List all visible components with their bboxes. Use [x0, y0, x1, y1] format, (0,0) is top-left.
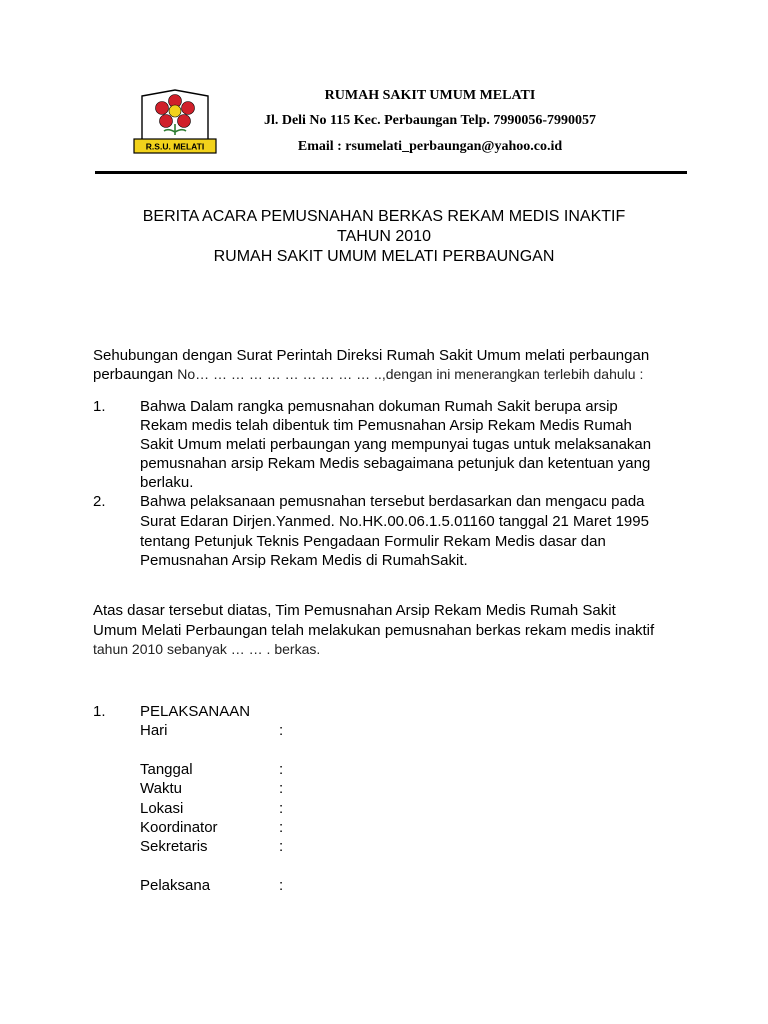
- field-label-tanggal: Tanggal: [140, 761, 193, 778]
- header-divider: [95, 171, 687, 174]
- logo-text: R.S.U. MELATI: [145, 141, 205, 152]
- field-label-sekretaris: Sekretaris: [140, 838, 208, 855]
- point-2-line: Surat Edaran Dirjen.Yanmed. No.HK.00.06.1.5.01160 tanggal 21 Maret 1995: [140, 513, 649, 530]
- document-title-line-3: RUMAH SAKIT UMUM MELATI PERBAUNGAN: [213, 248, 555, 265]
- hospital-email: Email : rsumelati_perbaungan@yahoo.co.id: [297, 139, 563, 154]
- hospital-address: Jl. Deli No 115 Kec. Perbaungan Telp. 7990056-7990057: [263, 113, 597, 128]
- point-1-line: berlaku.: [140, 474, 194, 491]
- point-1-line: Rekam medis telah dibentuk tim Pemusnahan Arsip Rekam Medis Rumah: [140, 417, 632, 434]
- field-colon: :: [279, 877, 284, 894]
- point-1-line: Sakit Umum melati perbaungan yang mempunyai tugas untuk melaksanakan: [140, 436, 652, 453]
- point-2-number: 2.: [93, 493, 106, 510]
- point-2-line: tentang Petunjuk Teknis Pengadaan Formulir Rekam Medis dasar dan: [140, 533, 606, 550]
- field-colon: :: [279, 838, 284, 855]
- field-label-waktu: Waktu: [140, 780, 182, 797]
- document-title-line-2: TAHUN 2010: [337, 228, 431, 245]
- intro-line-2: [93, 366, 643, 384]
- point-1-number: 1.: [93, 398, 106, 415]
- field-colon: :: [279, 780, 284, 797]
- field-label-hari: Hari: [140, 722, 168, 739]
- conclusion-line-3: tahun 2010 sebanyak … … . berkas.: [93, 641, 321, 657]
- point-1-line: pemusnahan arsip Rekam Medis sebagaimana petunjuk dan ketentuan yang: [140, 455, 651, 472]
- field-colon: :: [279, 800, 284, 817]
- conclusion-line-1: Atas dasar tersebut diatas, Tim Pemusnahan Arsip Rekam Medis Rumah Sakit: [93, 602, 616, 619]
- intro-line-2-start: perbaungan: [93, 366, 178, 383]
- field-label-koordinator: Koordinator: [140, 819, 218, 836]
- execution-heading: PELAKSANAAN: [140, 703, 251, 720]
- field-colon: :: [279, 819, 284, 836]
- hospital-name: RUMAH SAKIT UMUM MELATI: [324, 88, 536, 103]
- point-2-line: Pemusnahan Arsip Rekam Medis di RumahSakit.: [140, 552, 468, 569]
- conclusion-line-2: Umum Melati Perbaungan telah melakukan pemusnahan berkas rekam medis inaktif: [93, 622, 655, 639]
- field-colon: :: [279, 722, 284, 739]
- field-label-pelaksana: Pelaksana: [140, 877, 211, 894]
- point-1-line: Bahwa Dalam rangka pemusnahan dokuman Rumah Sakit berupa arsip: [140, 398, 618, 415]
- field-colon: :: [279, 761, 284, 778]
- point-2-line: Bahwa pelaksanaan pemusnahan tersebut berdasarkan dan mengacu pada: [140, 493, 645, 510]
- execution-number: 1.: [93, 703, 106, 720]
- intro-line-1: Sehubungan dengan Surat Perintah Direksi Rumah Sakit Umum melati perbaungan: [93, 347, 650, 364]
- intro-line-2-rest: No… … … … … … … … … … ..,dengan ini menerangkan terlebih dahulu :: [177, 366, 644, 382]
- document-title-line-1: BERITA ACARA PEMUSNAHAN BERKAS REKAM MEDIS INAKTIF: [142, 208, 626, 225]
- field-label-lokasi: Lokasi: [140, 800, 184, 817]
